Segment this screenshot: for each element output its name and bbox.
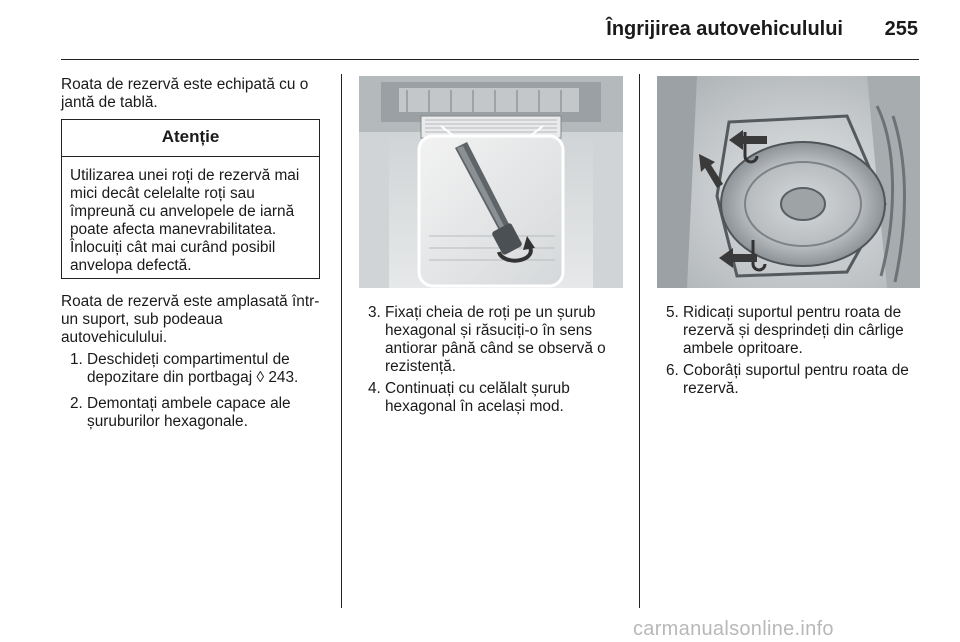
wheel-wrench-illustration — [359, 76, 623, 288]
location-paragraph — [61, 293, 336, 347]
spare-wheel-carrier-illustration — [657, 76, 920, 288]
location-line: autovehiculului. — [61, 329, 168, 346]
step-6 — [666, 362, 928, 398]
warning-line: mici decât celelalte roți sau — [70, 185, 255, 202]
step-line: Fixați cheia de roți pe un șurub — [385, 304, 596, 321]
step-1 — [70, 351, 336, 387]
step-number: 1. — [70, 351, 83, 368]
warning-text — [70, 167, 316, 275]
location-line: Roata de rezervă este amplasată într- — [61, 293, 320, 310]
page-title: Îngrijirea autovehiculului — [606, 18, 843, 40]
step-3 — [368, 304, 630, 376]
page-number: 255 — [884, 18, 918, 40]
step-line: antiorar până când se observă o — [385, 340, 606, 357]
warning-title: Atenție — [161, 127, 220, 146]
step-number: 2. — [70, 395, 83, 412]
step-number: 6. — [666, 362, 679, 379]
step-number: 4. — [368, 380, 381, 397]
warning-line: poate afecta manevrabilitatea. — [70, 221, 277, 238]
page-ref-icon: ◊ — [256, 369, 265, 386]
watermark: carmanualsonline.info — [633, 618, 834, 640]
step-line: Demontați ambele capace ale — [87, 395, 291, 412]
warning-line: împreună cu anvelopele de iarnă — [70, 203, 295, 220]
warning-box — [61, 119, 320, 279]
step-line: Continuați cu celălalt șurub — [385, 380, 570, 397]
header-rule — [61, 59, 919, 60]
step-5 — [666, 304, 928, 358]
warning-line: anvelopa defectă. — [70, 257, 192, 274]
step-line: șuruburilor hexagonale. — [87, 413, 248, 430]
step-4 — [368, 380, 630, 416]
page-ref-link[interactable]: 243. — [268, 369, 299, 386]
column-divider-right — [639, 74, 640, 608]
column-divider-left — [341, 74, 342, 608]
step-line: rezervă. — [683, 380, 739, 397]
step-line: hexagonal în același mod. — [385, 398, 564, 415]
step-2 — [70, 395, 336, 431]
step-line: Ridicați suportul pentru roata de — [683, 304, 902, 321]
warning-separator — [62, 156, 319, 157]
intro-paragraph: Roata de rezervă este echipată cu o jantă de tablă. — [61, 76, 309, 111]
step-line: Coborâți suportul pentru roata de — [683, 362, 909, 379]
step-line: hexagonal și răsuciți-o în sens — [385, 322, 593, 339]
step-line: Deschideți compartimentul de — [87, 351, 290, 368]
step-line: rezervă și desprindeți din cârlige — [683, 322, 904, 339]
step-line: ambele opritoare. — [683, 340, 803, 357]
step-number: 3. — [368, 304, 381, 321]
location-line: un suport, sub podeaua — [61, 311, 223, 328]
step-line: depozitare din portbagaj — [87, 369, 253, 386]
step-number: 5. — [666, 304, 679, 321]
step-line: rezistență. — [385, 358, 457, 375]
warning-line: Înlocuiți cât mai curând posibil — [70, 239, 276, 256]
warning-line: Utilizarea unei roți de rezervă mai — [70, 167, 300, 184]
